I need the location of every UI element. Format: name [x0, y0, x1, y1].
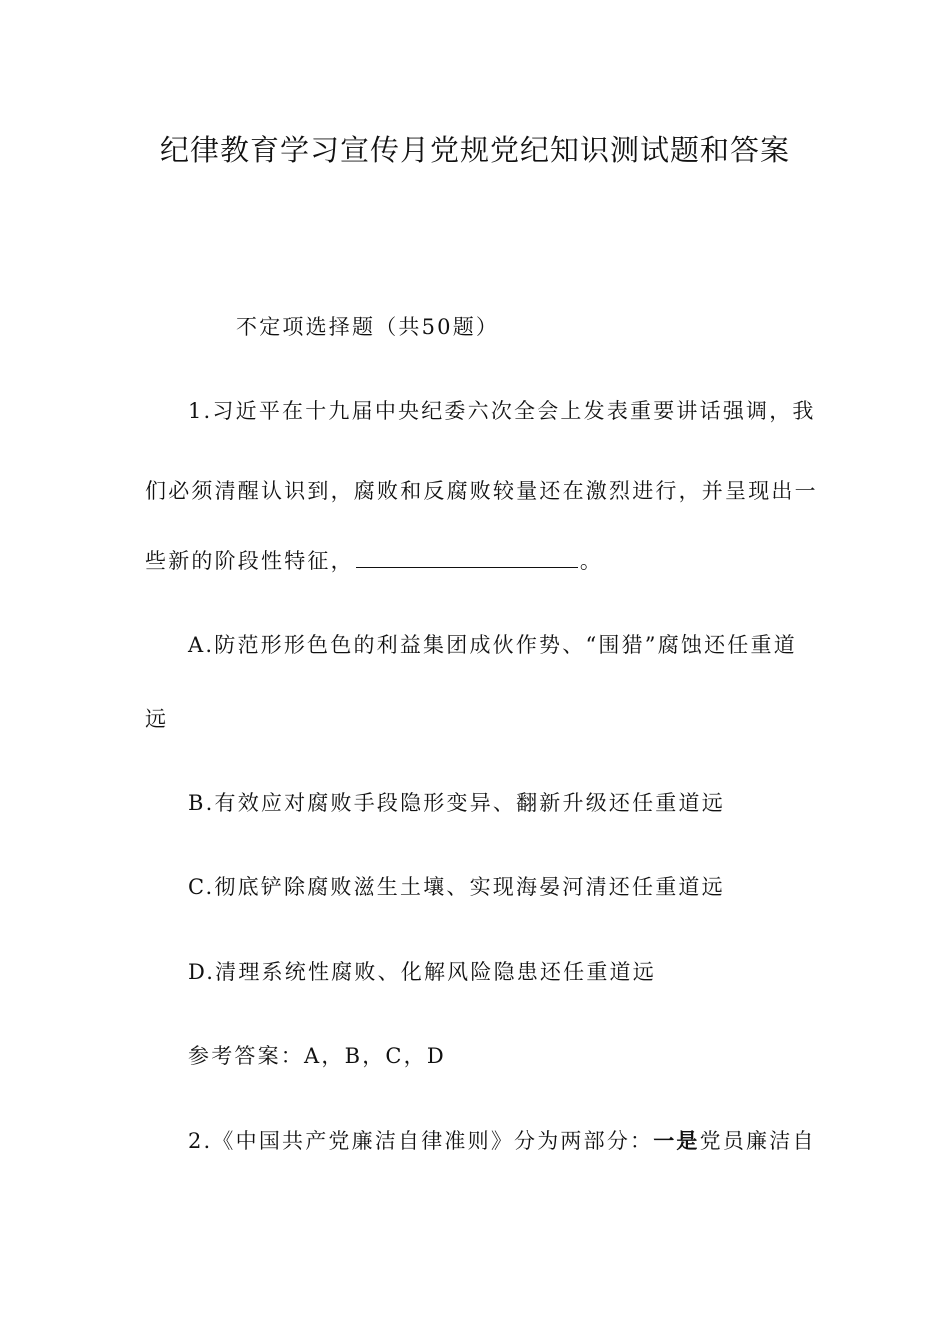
question-2-emphasis: 一是: [653, 1128, 700, 1153]
option-a-line-1: A.防范形形色色的利益集团成伙作势、“围猎”腐蚀还任重道: [188, 633, 797, 657]
question-1-line-3: [145, 546, 603, 576]
question-2-line-1: [188, 1126, 816, 1156]
question-1-line-2: 们必须清醒认识到，腐败和反腐败较量还在激烈进行，并呈现出一: [145, 479, 818, 503]
question-1-line-3-end: 。: [579, 549, 604, 573]
answer-blank: [356, 547, 578, 568]
document-title: 纪律教育学习宣传月党规党纪知识测试题和答案: [159, 133, 790, 167]
option-c: C.彻底铲除腐败滋生土壤、实现海晏河清还任重道远: [188, 875, 725, 899]
option-b: B.有效应对腐败手段隐形变异、翻新升级还任重道远: [188, 791, 725, 815]
question-1-line-1: 1.习近平在十九届中央纪委六次全会上发表重要讲话强调，我: [188, 399, 816, 423]
question-2-text: 2.《中国共产党廉洁自律准则》分为两部分：: [188, 1129, 654, 1153]
section-heading: 不定项选择题（共50题）: [236, 315, 500, 339]
option-a-line-2: 远: [145, 707, 169, 731]
question-1-line-3-text: 些新的阶段性特征，: [145, 549, 354, 573]
option-d: D.清理系统性腐败、化解风险隐患还任重道远: [188, 960, 656, 984]
question-2-text-end: 党员廉洁自: [699, 1129, 816, 1153]
answer-line: 参考答案：A，B，C，D: [188, 1044, 446, 1068]
